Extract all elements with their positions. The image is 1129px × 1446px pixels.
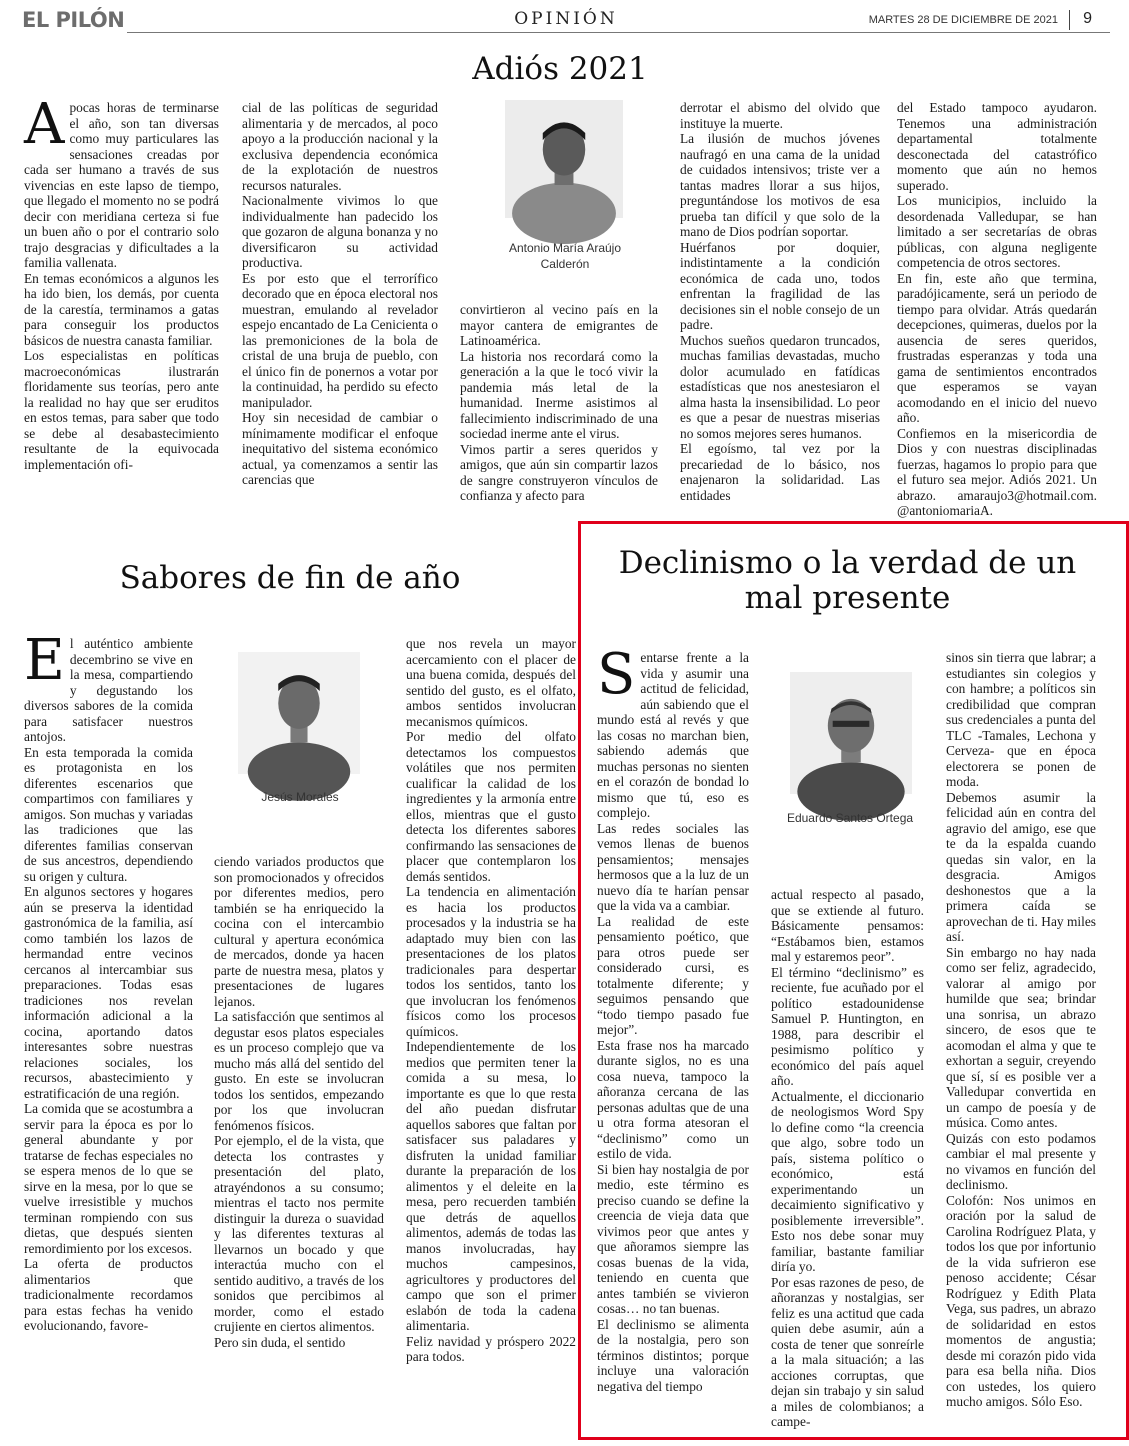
column-text: actual respecto al pasado, que se extiende al futuro. Básicamente pensamos: “Estábamos bien, estamos mal y estaremos peor”. El término “declinismo” es reciente, fue acuñado por el político estadounidense Samuel P. Huntington, en 1988, para describir el pesimismo político y económico del país aquel año. Actualmente, el diccionario de neologismos Word Spy lo define como “la creencia que algo, sobre todo un país, sistema político o económico, está experimentando un decaimiento significativo y posiblemente irreversible”. Esto nos debe sonar muy familiar, bastante familiar diría yo. Por esas razones de peso, de añoranzas y nostalgias, ser feliz es una actitud que cada quien debe asumir, aún a costa de tener que sonreírle a la mala situación; a las acciones corruptas, que dejan sin trabajo y sin salud a miles de colombianos; a campe-: [771, 887, 924, 1429]
article-column: [460, 302, 658, 506]
portrait-image: [505, 100, 623, 218]
article-column: [24, 92, 219, 506]
portrait-image: [238, 652, 360, 774]
masthead: [22, 6, 1110, 38]
article-column: [24, 628, 193, 1418]
author-byline: [480, 240, 650, 272]
column-text: del Estado tampoco ayudaron. Tenemos una administración departamental totalmente desconectada del catastrófico momento que aún no hemos superado. Los municipios, incluido la desordenada Valledupar, se han limitado a ser secretarías de obras públicas, con alguna negligente competencia de otros sectores. En fin, este año que termina, paradójicamente, será un periodo de tiempo para olvidar. Atrás quedarán decepciones, quimeras, duelos por la ausencia de seres queridos, frustradas esperanzas y toda una gama de sentimientos encontrados que esperamos se vayan acomodando en el inicio del nuevo año. Confiemos en la misericordia de Dios y con nuestras disciplinadas fuerzas, hagamos lo propio para que el futuro sea mejor. Adiós 2021. Un abrazo. amaraujo3@hotmail.com. @antoniomariaA.: [897, 100, 1097, 518]
column-text: l auténtico ambiente decembrino se vive en la mesa, compartiendo y degustando los diversos sabores de la comida para satisfacer nuestros antojos. En esta temporada la comida es protagonista en los diferentes escenarios que compartimos con familiares y amigos. Son muchas y variadas las tradiciones que las diferentes familias conservan de sus ancestros, dependiendo su origen y cultura. En algunos sectores y hogares aún se preserva la identidad gastronómica de la familia, así como también los lazos de hermandad entre vecinos cercanos al intercambiar sus preparaciones. Todas esas tradiciones nos revelan información adicional a la cocina, aportando datos interesantes sobre nuestras relaciones sociales, los recursos, abastecimiento y estratificación de una región. La comida que se acostumbra a servir para la época es por lo general abundante y por tratarse de fechas especiales no se espera menos de lo que se sirve en la mesa, por lo que se vuelve irresistible y muchos terminan rompiendo con sus dietas, que después sienten remordimiento por los excesos. La oferta de productos alimentarios que tradicionalmente recordamos para estas fechas ha venido evolucionando, favore-: [24, 636, 193, 1333]
author-byline: Jesús Morales: [261, 790, 339, 804]
article-column: [597, 642, 749, 1422]
article-column: [946, 650, 1096, 1422]
column-text: derrotar el abismo del olvido que instituye la muerte. La ilusión de muchos jóvenes naufragó en una cama de la unidad de cuidados intensivos; triste ver a tantas madres llorar a sus hijos, preguntándose los motivos de esa prueba tan difícil y que solo de la mano de Dios podrían soportar. Huérfanos por doquier, indistintamente a la condición económica de cada uno, todos enfrentan la fragilidad de las decisiones sin el noble consejo de un padre. Muchos sueños quedaron truncados, muchas familias devastadas, mucho dolor acumulado en fatídicas estadísticas que nos anestesiaron el alma hasta la insensibilidad. Lo peor es que a pesar de nuestras miserias no somos mejores seres humanos. El egoísmo, tal vez por la precariedad de lo básico, nos enajenaron la solidaridad. Las entidades: [680, 100, 880, 503]
author-photo: [238, 652, 360, 774]
issue-date: MARTES 28 DE DICIEMBRE DE 2021: [868, 14, 1058, 26]
drop-cap: E: [24, 628, 65, 693]
article-column: [680, 100, 880, 506]
column-text: que nos revela un mayor acercamiento con el placer de una buena comida, después del sentido del gusto, es el olfato, ambos sentidos involucran mecanismos químicos. Por medio del olfato detectamos los compuestos volátiles que nos permiten cualificar la calidad de los ingredientes y la armonía entre ellos, mientras que el gusto detecta los diferentes sabores confirmando las sensaciones de placer que contemplaron los demás sentidos. La tendencia en alimentación es hacia los productos procesados y la industria se ha adaptado muy bien con las presentaciones de los platos tradicionales para despertar todos los sentidos, tanto los que involucran los fenómenos físicos como los procesos químicos. Independientemente de los medios que permiten tener la comida a su mesa, lo importante es que lo que resta del año puedan disfrutar aquellos sabores que faltan por satisfacer sus paladares y disfruten la unidad familiar durante la preparación de los alimentos y el deleite en la mesa, pero recuerden también que detrás de aquellos alimentos, además de todas las manos involucradas, hay muchos campesinos, agricultores y productores del campo que son el primer eslabón de toda la cadena alimentaria. Feliz navidad y próspero 2022 para todos.: [406, 636, 576, 1364]
drop-cap: S: [597, 642, 636, 707]
author-name-line1: Antonio María Araújo: [508, 241, 622, 255]
author-byline: Eduardo Santos Ortega: [786, 811, 914, 825]
column-text: ciendo variados productos que son promocionados y ofrecidos por diferentes medios, pero también se ha enriquecido la cocina con el intercambio cultural y apertura económica de mercados, donde ya hacen parte de nuestra mesa, platos y presentaciones de lugares lejanos. La satisfacción que sentimos al degustar esos platos especiales es un proceso complejo que va mucho más allá del sentido del gusto. En este se involucran todos los sentidos, empezando por los que involucran fenómenos físicos. Por ejemplo, el de la vista, que detecta los contrastes y presentación del plato, atrayéndonos a su consumo; mientras el tacto nos permite distinguir la dureza o suavidad y las diferentes texturas al llevarnos un bocado y que interactúa mucho con el sentido auditivo, a través de los sonidos que percibimos al morder, como el estado crujiente en ciertos alimentos. Pero sin duda, el sentido: [214, 854, 384, 1350]
header-rule: [127, 32, 1110, 33]
portrait-image: [790, 672, 912, 794]
article-column: [214, 854, 384, 1418]
column-text: sinos sin tierra que labrar; a estudiantes sin colegios y con hambre; a políticos sin credibilidad que compran sus credenciales a punta del TLC -Tamales, Lechona y Cerveza- que en época electorera se ponen de moda. Debemos asumir la felicidad aún en contra del agravio del amigo, ese que te da la espalda cuando quedas sin valor, en la desgracia. Amigos deshonestos que a la primera caída se aprovechan de ti. Hay miles así. Sin embargo no hay nada como ser feliz, agradecido, valorar al amigo por humilde que sea; brindar una sonrisa, un abrazo sincero, de esos que te acomodan el alma y que te exhortan a seguir, creyendo que sí, sí es posible ver a Valledupar convertida en un campo de poesía y de música. Como antes. Quizás con esto podamos cambiar el mal presente y no vivamos en función del declinismo. Colofón: Nos unimos en oración por la salud de Carolina Rodríguez Plata, y todos los que por infortunio de la vida sufrieron ese penoso accidente; César Rodríguez y Edith Plata Vega, sus padres, un abrazo de solidaridad en estos momentos de angustia; desde mi corazón pido vida para esa bella niña. Dios con ustedes, los quiero mucho amigos. Sólo Eso.: [946, 650, 1096, 1409]
article-column: [897, 100, 1097, 518]
article-headline-adios: Adiós 2021: [472, 51, 648, 87]
article-headline-sabores: Sabores de fin de año: [119, 560, 461, 596]
section-title: OPINIÓN: [514, 9, 618, 29]
article-column: [771, 887, 924, 1429]
newspaper-logo: EL PILÓN: [22, 8, 125, 32]
article-headline-declinismo: Declinismo o la verdad de un mal presente: [618, 545, 1077, 616]
author-name-line2: Calderón: [540, 257, 590, 271]
article-column: [242, 100, 438, 506]
author-photo: [790, 672, 912, 794]
column-text: pocas horas de terminarse el año, son tan diversas como muy particulares las sensaciones creadas por cada ser humano a través de sus vivencias en este lapso de tiempo, que llegado el momento no se podrá decir con meridiana certeza si fue un buen año o por el contrario solo trajo desgracias y dificultades a la familia vallenata. En temas económicos a algunos les ha ido bien, los demás, por cuenta de la carestía, terminamos a gatas para conseguir los productos básicos de nuestra canasta familiar. Los especialistas en políticas macroeconómicas ilustrarán floridamente sus teorías, pero ante la realidad no hay que ser eruditos en estos temas, para saber que todo se debe al desabastecimiento resultante de la equivocada implementación ofi-: [24, 100, 219, 472]
author-photo: [505, 100, 623, 218]
column-text: cial de las políticas de seguridad alimentaria y de mercados, al poco apoyo a la producción nacional y la exclusiva dependencia económica de la explotación de nuestros recursos naturales. Nacionalmente vivimos lo que individualmente han padecido los que gozaron de alguna bonanza y no diversificaron su actividad productiva. Es por esto que el terrorífico decorado que en época electoral nos muestran, emulando al revelador espejo encantado de La Cenicienta o las premoniciones de la bola de cristal de una bruja de pueblo, con el único fin de ponernos a votar por la continuidad, ha perdido su efecto manipulador. Hoy sin necesidad de cambiar o mínimamente modificar el enfoque inequitativo del sistema económico actual, ya comenzamos a sentir las carencias que: [242, 100, 438, 487]
column-text: convirtieron al vecino país en la mayor cantera de emigrantes de Latinoamérica. La historia nos recordará como la generación a la que le tocó vivir la pandemia más letal de la humanidad. Inerme asistimos al fallecimiento indiscriminado de una sociedad inerme ante el virus. Vimos partir a seres queridos y amigos, que aún sin compartir lazos de sangre construyeron vínculos de confianza y afecto para: [460, 302, 658, 503]
drop-cap: A: [24, 92, 65, 157]
header-divider: [1069, 10, 1070, 30]
article-column: [406, 636, 576, 1418]
page-number: 9: [1083, 10, 1092, 27]
column-text: entarse frente a la vida y asumir una actitud de felicidad, aún sabiendo que el mundo está al revés y que las cosas no marchan bien, sabiendo además que muchas personas no sienten en el corazón de bondad lo mismo que tú, eso es complejo. Las redes sociales las vemos llenas de buenos pensamientos; mensajes hermosos que a la luz de un nuevo día te harían pensar que la vida va a cambiar. La realidad de este pensamiento poético, que para otros puede ser considerado cursi, es totalmente diferente; y seguimos pensando que “todo tiempo pasado fue mejor”. Esta frase nos ha marcado durante siglos, no es una cosa nueva, tampoco la añoranza cercana de las personas adultas que de una u otra forma atesoran el “declinismo” como un estilo de vida. Si bien hay nostalgia de por medio, este término es preciso cuando se define la creencia de vieja data que vivimos peor que antes y que añoramos siempre las cosas buenas de la vida, teniendo en cuenta que antes también se vivieron cosas… no tan buenas. El declinismo se alimenta de la nostalgia, pero son términos distintos; porque incluye una valoración negativa del tiempo: [597, 650, 749, 1394]
